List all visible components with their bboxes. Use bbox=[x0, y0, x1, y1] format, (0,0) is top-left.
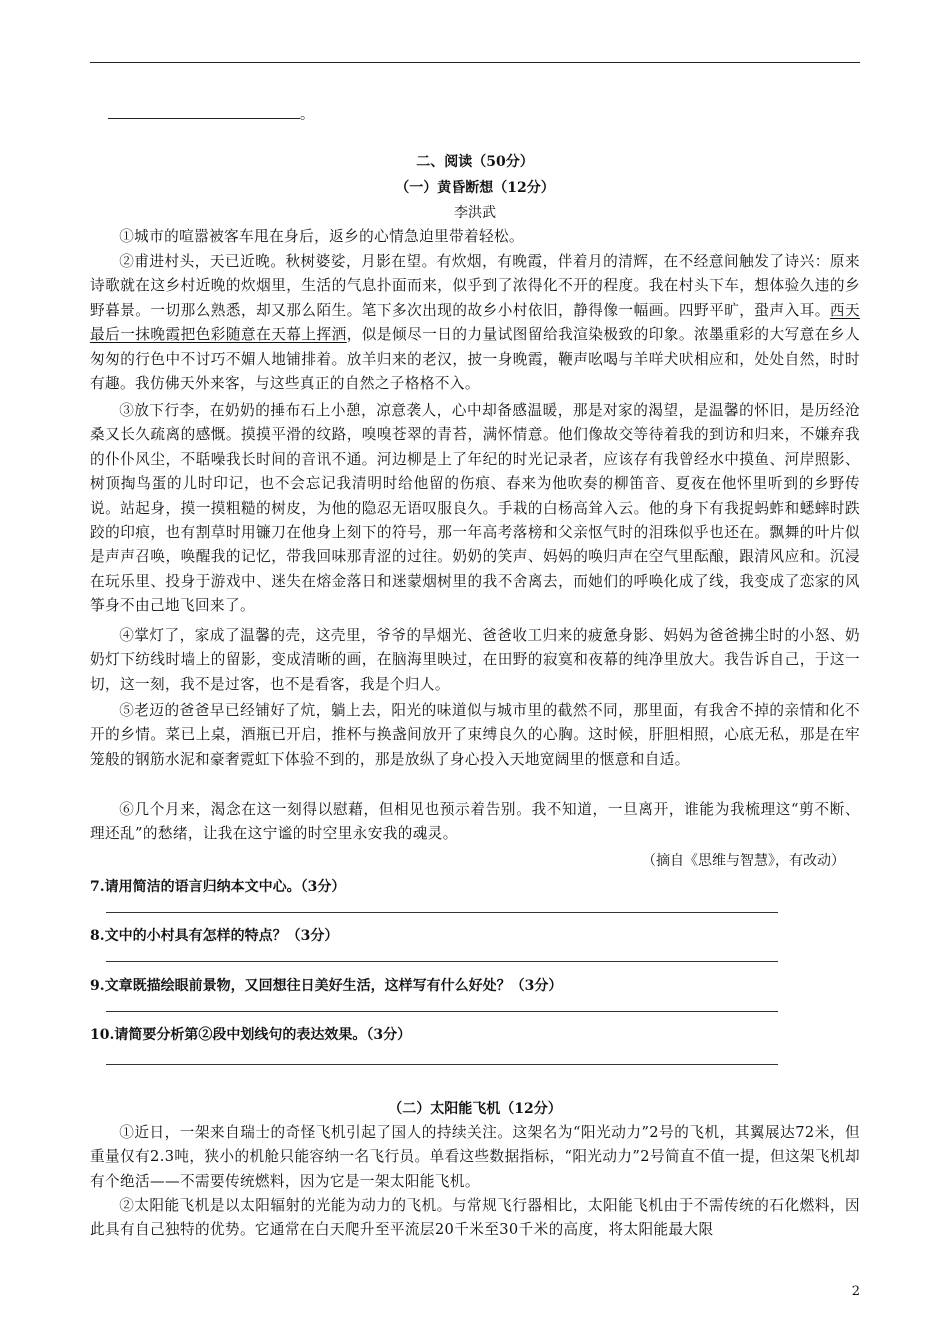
question-7: 7.请用简洁的语言归纳本文中心。（3分） bbox=[90, 879, 346, 895]
passage1-paragraph-6: ⑥几个月来，渴念在这一刻得以慰藉，但相见也预示着告别。我不知道，一旦离开，谁能为我梳理这“剪不断、理还乱”的愁绪，让我在这宁谧的时空里永安我的魂灵。 bbox=[90, 801, 860, 843]
passage1-source: （摘自《思维与智慧》，有改动） bbox=[642, 853, 845, 869]
answer-line-7 bbox=[106, 912, 778, 913]
question-9: 9.文章既描绘眼前景物，又回想往日美好生活，这样写有什么好处？（3分） bbox=[90, 978, 563, 994]
passage1-paragraph-3: ③放下行李，在奶奶的捶布石上小憩，凉意袭人，心中却备感温暖，那是对家的渴望，是温馨的怀旧，是历经沧桑又长久疏离的感慨。摸摸平滑的纹路，嗅嗅苍翠的青苔，满怀情意。他们像故交等待着我的到访和归来，不嫌弃我的仆仆风尘，不聒噪我长时间的音讯不通。河边柳是上了年纪的时光记录者，应该存有我曾经水中摸鱼、河岸照影、树顶掏鸟蛋的儿时印记，也不会忘记我清明时给他留的伤痕、春来为他吹奏的柳笛音、夏夜在他怀里听到的乡野传说。站起身，摸一摸粗糙的树皮，为他的隐忍无语叹服良久。手栽的白杨高耸入云。他的身下有我捉蚂蚱和蟋蟀时跌跤的印痕，也有割草时用镰刀在他身上刻下的符号，那一年高考落榜和父亲怄气时的泪珠似乎也还在。飘舞的叶片似是声声召唤，唤醒我的记忆，带我回味那青涩的过往。奶奶的笑声、妈妈的唤归声在空气里酝酿，跟清风应和。沉浸在玩乐里、投身于游戏中、迷失在熔金落日和迷蒙烟树里的我不舍离去，而她们的呼唤化成了线，我变成了恋家的风筝身不由己地飞回来了。 bbox=[90, 402, 860, 615]
question-8: 8.文中的小村具有怎样的特点？（3分） bbox=[90, 928, 339, 944]
answer-blank bbox=[108, 104, 314, 124]
passage2-paragraph-1: ①近日，一架来自瑞士的奇怪飞机引起了国人的持续关注。这架名为“阳光动力”2号的飞机，其翼展达72米，但重量仅有2.3吨，狭小的机舱只能容纳一名飞行员。单看这些数据指标，“阳光动力”2号简直不值一提，但这架飞机却有个绝活——不需要传统燃料，因为它是一架太阳能飞机。 bbox=[90, 1124, 860, 1190]
question-10: 10.请简要分析第②段中划线句的表达效果。（3分） bbox=[90, 1027, 412, 1043]
underlined-sentence: 西天最后一抹晚霞把色彩随意在天幕上挥洒 bbox=[90, 301, 860, 344]
passage2-title: （二）太阳能飞机（12分） bbox=[388, 1101, 562, 1117]
page-number: 2 bbox=[851, 1284, 860, 1299]
passage1-paragraph-2: ②甫进村头，天已近晚。秋树婆娑，月影在望。有炊烟，有晚霞，伴着月的清辉，在不经意间触发了诗兴：原来诗歌就在这乡村近晚的炊烟里，生活的气息扑面而来，似乎到了浓得化不开的程度。我在村头下车，想体验久违的乡野暮景。一切那么熟悉，却又那么陌生。笔下多次出现的故乡小村依旧，静得像一幅画。四野平旷，蛩声入耳。西天最后一抹晚霞把色彩随意在天幕上挥洒，似是倾尽一日的力量试图留给我渲染极致的印象。浓墨重彩的大写意在乡人匆匆的行色中不讨巧不媚人地铺排着。放羊归来的老汉，披一身晚霞，鞭声吆喝与羊咩犬吠相应和，处处自然，时时有趣。我仿佛天外来客，与这些真正的自然之子格格不入。 bbox=[90, 253, 860, 393]
passage1-paragraph-1: ①城市的喧嚣被客车甩在身后，返乡的心情急迫里带着轻松。 bbox=[119, 228, 525, 245]
passage1-paragraph-4: ④掌灯了，家成了温馨的壳，这壳里，爷爷的旱烟光、爸爸收工归来的疲惫身影、妈妈为爸爸拂尘时的小怒、奶奶灯下纺线时墙上的留影，变成清晰的画，在脑海里映过，在田野的寂寞和夜幕的纯净里放大。我告诉自己，于这一切，这一刻，我不是过客，也不是看客，我是个归人。 bbox=[90, 627, 860, 693]
answer-line-8 bbox=[106, 961, 778, 962]
passage2-paragraph-2: ②太阳能飞机是以太阳辐射的光能为动力的飞机。与常规飞行器相比，太阳能飞机由于不需传统的石化燃料，因此具有自己独特的优势。它通常在白天爬升至平流层20千米至30千米的高度，将太阳能最大限 bbox=[90, 1197, 860, 1239]
blank-suffix: 。 bbox=[300, 107, 314, 123]
answer-line-10 bbox=[106, 1064, 778, 1065]
answer-line-9 bbox=[106, 1011, 778, 1012]
passage1-author: 李洪武 bbox=[454, 205, 496, 221]
passage1-paragraph-5: ⑤老迈的爸爸早已经铺好了炕，躺上去，阳光的味道似与城市里的截然不同，那里面，有我舍不掉的亲情和化不开的乡情。菜已上桌，酒瓶已开启，推杯与换盏间放开了束缚良久的心胸。这时候，肝胆相照，心底无私，那是在牢笼般的钢筋水泥和豪奢霓虹下体验不到的，那是放纵了身心投入天地宽阔里的惬意和自适。 bbox=[90, 702, 860, 768]
passage1-title: （一）黄昏断想（12分） bbox=[395, 180, 555, 196]
header-rule bbox=[90, 62, 860, 63]
section-title: 二、阅读（50分） bbox=[416, 154, 534, 170]
